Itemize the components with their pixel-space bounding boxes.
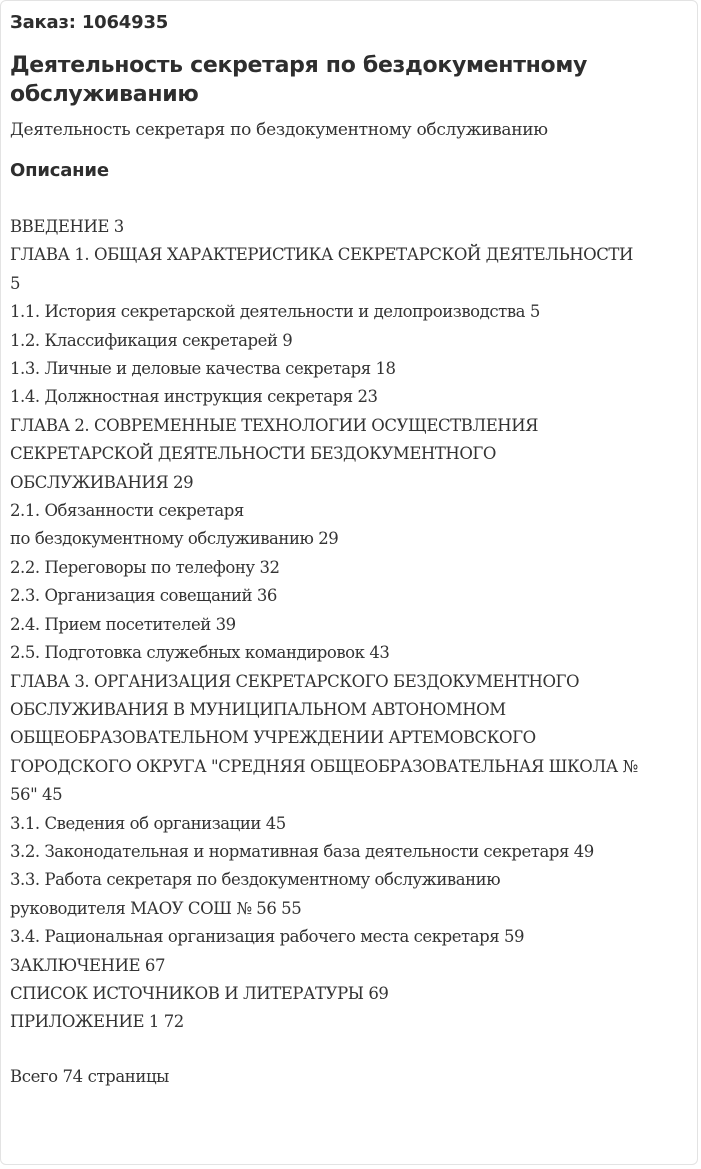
page-title-line-2: обслуживанию	[10, 82, 199, 107]
table-of-contents	[10, 213, 694, 1037]
toc-line: 2.4. Прием посетителей 39	[10, 614, 236, 634]
toc-line: ОБЩЕОБРАЗОВАТЕЛЬНОМ УЧРЕЖДЕНИИ АРТЕМОВСКОГО	[10, 728, 536, 748]
toc-line: 1.1. История секретарской деятельности и делопроизводства 5	[10, 302, 540, 322]
page-title	[10, 51, 694, 109]
toc-line: 5	[10, 273, 21, 293]
toc-line: ГЛАВА 3. ОРГАНИЗАЦИЯ СЕКРЕТАРСКОГО БЕЗДОКУМЕНТНОГО	[10, 671, 580, 691]
toc-line: ОБСЛУЖИВАНИЯ 29	[10, 472, 194, 492]
toc-line: ОБСЛУЖИВАНИЯ В МУНИЦИПАЛЬНОМ АВТОНОМНОМ	[10, 699, 506, 719]
toc-line: ПРИЛОЖЕНИЕ 1 72	[10, 1012, 184, 1032]
toc-line: 56" 45	[10, 785, 63, 805]
toc-line: ГОРОДСКОГО ОКРУГА "СРЕДНЯЯ ОБЩЕОБРАЗОВАТЕЛЬНАЯ ШКОЛА №	[10, 756, 638, 776]
page-subtitle: Деятельность секретаря по бездокументному обслуживанию	[10, 120, 548, 140]
total-pages: Всего 74 страницы	[10, 1066, 169, 1086]
toc-line: ВВЕДЕНИЕ 3	[10, 217, 124, 236]
toc-line: ЗАКЛЮЧЕНИЕ 67	[10, 955, 166, 975]
toc-line: 3.4. Рациональная организация рабочего места секретаря 59	[10, 927, 525, 947]
toc-line: СЕКРЕТАРСКОЙ ДЕЯТЕЛЬНОСТИ БЕЗДОКУМЕНТНОГО	[10, 444, 496, 464]
toc-line: 3.2. Законодательная и нормативная база деятельности секретаря 49	[10, 841, 594, 861]
toc-line: 1.4. Должностная инструкция секретаря 23	[10, 387, 378, 407]
toc-line: 1.2. Классификация секретарей 9	[10, 330, 293, 350]
toc-line: 1.3. Личные и деловые качества секретаря 18	[10, 359, 396, 379]
toc-line: по бездокументному обслуживанию 29	[10, 529, 339, 549]
toc-line: 2.3. Организация совещаний 36	[10, 586, 277, 606]
toc-line: 3.1. Сведения об организации 45	[10, 813, 286, 833]
page-title-line-1: Деятельность секретаря по бездокументному	[10, 53, 588, 78]
toc-line: 3.3. Работа секретаря по бездокументному обслуживанию	[10, 870, 501, 890]
toc-line: 2.2. Переговоры по телефону 32	[10, 557, 280, 577]
toc-line: ГЛАВА 2. СОВРЕМЕННЫЕ ТЕХНОЛОГИИ ОСУЩЕСТВЛЕНИЯ	[10, 415, 539, 435]
toc-line: СПИСОК ИСТОЧНИКОВ И ЛИТЕРАТУРЫ 69	[10, 983, 389, 1003]
toc-line: 2.1. Обязанности секретаря	[10, 501, 244, 521]
toc-line: 2.5. Подготовка служебных командировок 43	[10, 643, 390, 663]
order-number: Заказ: 1064935	[10, 12, 169, 33]
toc-line: руководителя МАОУ СОШ № 56 55	[10, 898, 302, 918]
description-heading: Описание	[10, 160, 109, 181]
toc-line: ГЛАВА 1. ОБЩАЯ ХАРАКТЕРИСТИКА СЕКРЕТАРСКОЙ ДЕЯТЕЛЬНОСТИ	[10, 245, 633, 265]
order-content	[10, 11, 694, 1091]
